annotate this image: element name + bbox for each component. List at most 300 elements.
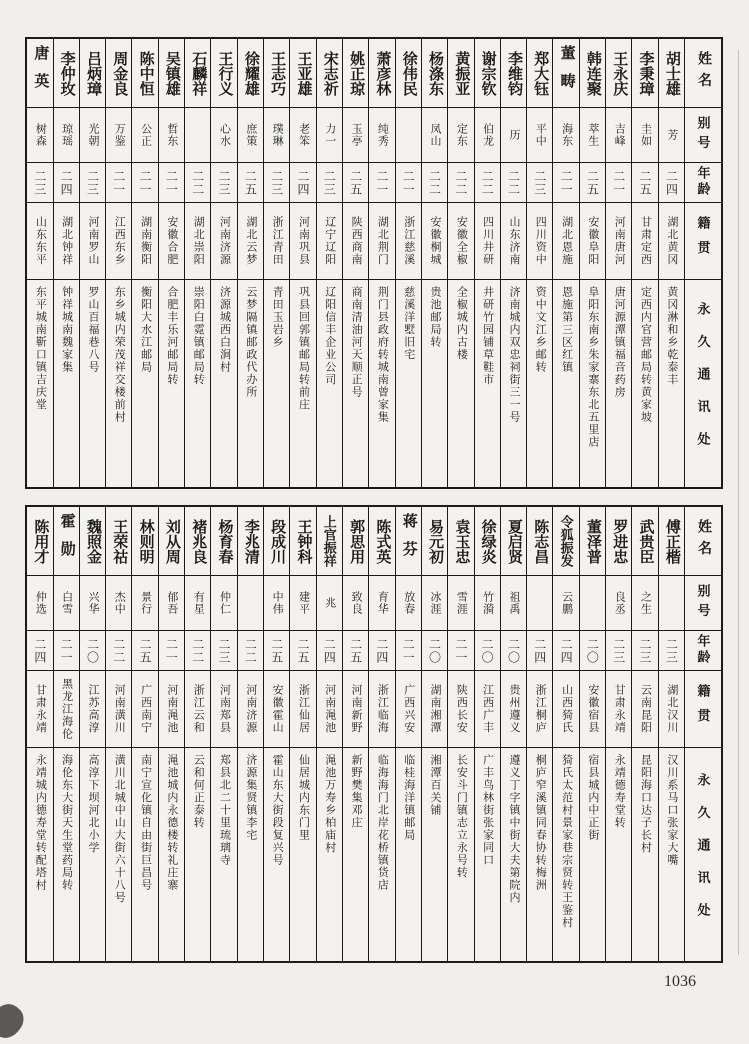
alias-cell: 致良 <box>343 575 368 630</box>
entry-column <box>105 507 131 961</box>
entry-column <box>210 39 236 487</box>
age-cell: 二五 <box>343 162 368 202</box>
address-cell: 济源城西白涧村 <box>211 279 236 487</box>
entry-column <box>131 507 157 961</box>
address-cell: 钟祥城南魏家集 <box>54 279 79 487</box>
alias-cell: 云鹏 <box>553 575 578 630</box>
address-cell: 东乡城内荣茂祥交楼前村 <box>106 279 131 487</box>
address-cell: 阜阳东南乡朱家寨东北五里店 <box>580 279 605 487</box>
origin-cell: 山东东平 <box>27 202 52 279</box>
alias-cell: 海东 <box>553 107 578 162</box>
age-cell: 二五 <box>290 630 315 670</box>
header-age: 年龄 <box>685 162 721 202</box>
alias-cell: 万鉴 <box>106 107 131 162</box>
entry-column <box>579 507 605 961</box>
address-cell: 宿县城内中正街 <box>580 747 605 961</box>
name-cell: 褚兆良 <box>190 518 207 564</box>
address-cell: 郑县北二十里琉璃寺 <box>211 747 236 961</box>
address-cell: 商南清油河天顺正号 <box>343 279 368 487</box>
entry-column <box>79 507 105 961</box>
alias-cell: 中伟 <box>264 575 289 630</box>
entry-column <box>342 507 368 961</box>
name-cell: 王永庆 <box>611 50 628 96</box>
origin-cell: 河南渑池 <box>159 670 184 747</box>
age-cell: 二五 <box>132 630 157 670</box>
origin-cell: 河南唐河 <box>606 202 631 279</box>
origin-cell: 河南济源 <box>238 670 263 747</box>
address-cell: 崇阳白霓镇邮局转 <box>185 279 210 487</box>
alias-cell: 萃生 <box>580 107 605 162</box>
name-cell: 李维钧 <box>505 50 522 96</box>
directory-table-top <box>25 37 723 489</box>
name-cell: 萧彦林 <box>374 50 391 96</box>
origin-cell: 浙江临海 <box>369 670 394 747</box>
entry-column <box>158 507 184 961</box>
address-cell: 高淳下坝河北小学 <box>80 747 105 961</box>
alias-cell: 祖禹 <box>501 575 526 630</box>
age-cell: 二五 <box>343 630 368 670</box>
address-cell: 合肥丰乐河邮局转 <box>159 279 184 487</box>
entry-column <box>474 507 500 961</box>
age-cell: 二一 <box>54 630 79 670</box>
origin-cell: 河南郑县 <box>211 670 236 747</box>
name-cell: 罗进忠 <box>611 518 628 564</box>
origin-cell: 山西猗氏 <box>553 670 578 747</box>
name-cell: 石麟祥 <box>190 50 207 96</box>
directory-table-bottom <box>25 505 723 963</box>
entry-column <box>447 39 473 487</box>
age-cell: 二一 <box>369 162 394 202</box>
name-cell: 王亚雄 <box>295 50 312 96</box>
name-cell: 武贵臣 <box>637 518 654 564</box>
origin-cell: 浙江仙居 <box>290 670 315 747</box>
address-cell: 渑池城内永德楼转礼庄寨 <box>159 747 184 961</box>
name-cell: 周金良 <box>111 50 128 96</box>
header-address: 永久通讯处 <box>685 747 721 961</box>
address-cell: 潢川北城中山大街六十八号 <box>106 747 131 961</box>
entry-column <box>79 39 105 487</box>
alias-cell <box>238 575 263 630</box>
alias-cell: 之生 <box>632 575 657 630</box>
alias-cell <box>580 575 605 630</box>
entry-column <box>105 39 131 487</box>
header-alias: 别号 <box>685 575 721 630</box>
name-cell: 陈志昌 <box>532 518 549 564</box>
alias-cell: 仲仁 <box>211 575 236 630</box>
alias-cell: 璞琳 <box>264 107 289 162</box>
origin-cell: 甘肃永靖 <box>27 670 52 747</box>
entry-column <box>395 507 421 961</box>
address-cell: 慈溪洋墅旧宅 <box>396 279 421 487</box>
origin-cell: 山东济南 <box>501 202 526 279</box>
age-cell: 二二 <box>185 630 210 670</box>
name-cell: 韩连聚 <box>584 50 601 96</box>
name-cell: 徐绿炎 <box>479 518 496 564</box>
alias-cell: 有星 <box>185 575 210 630</box>
address-cell: 济南城内双忠祠街三一号 <box>501 279 526 487</box>
origin-cell: 安徽霍山 <box>264 670 289 747</box>
age-cell: 二四 <box>553 630 578 670</box>
header-alias: 别号 <box>685 107 721 162</box>
alias-cell: 白雪 <box>54 575 79 630</box>
name-cell: 谢宗钦 <box>479 50 496 96</box>
age-cell: 二三 <box>27 162 52 202</box>
name-cell: 杨涤东 <box>427 50 444 96</box>
origin-cell: 湖南衡阳 <box>132 202 157 279</box>
header-age: 年龄 <box>685 630 721 670</box>
header-address: 永久通讯处 <box>685 279 721 487</box>
origin-cell: 江西广丰 <box>475 670 500 747</box>
origin-cell: 黑龙江海伦 <box>54 670 79 747</box>
entry-column <box>53 39 79 487</box>
header-name: 姓名 <box>696 51 711 95</box>
origin-cell: 湖北荆门 <box>369 202 394 279</box>
address-cell: 南宁宣化镇自由街巨昌号 <box>132 747 157 961</box>
entry-column <box>605 507 631 961</box>
name-cell: 黄振亚 <box>453 50 470 96</box>
entry-column <box>263 507 289 961</box>
origin-cell: 湖北崇阳 <box>185 202 210 279</box>
address-cell: 汉川系马口张家大嘴 <box>659 747 684 961</box>
address-cell: 桐庐窄溪镇同春协转梅洲 <box>527 747 552 961</box>
name-cell: 王荣祜 <box>111 518 128 564</box>
address-cell: 渑池万寿乡柏庙村 <box>317 747 342 961</box>
origin-cell: 湖北汉川 <box>659 670 684 747</box>
header-origin: 籍贯 <box>685 670 721 747</box>
entry-column <box>27 507 52 961</box>
address-cell: 仙居城内东门里 <box>290 747 315 961</box>
alias-cell: 伯龙 <box>475 107 500 162</box>
age-cell: 二一 <box>396 630 421 670</box>
alias-cell <box>396 107 421 162</box>
origin-cell: 云南昆阳 <box>632 670 657 747</box>
age-cell: 二〇 <box>475 630 500 670</box>
age-cell: 二三 <box>527 162 552 202</box>
name-cell: 徐伟民 <box>400 50 417 96</box>
entry-column <box>368 39 394 487</box>
origin-cell: 河南巩县 <box>290 202 315 279</box>
name-cell: 李仲玫 <box>58 50 75 96</box>
entry-column <box>342 39 368 487</box>
scan-edge-artifact <box>738 50 739 955</box>
origin-cell: 广西兴安 <box>396 670 421 747</box>
address-cell: 荆门县政府转城南曾家集 <box>369 279 394 487</box>
alias-cell: 定东 <box>448 107 473 162</box>
address-cell: 贵池邮局转 <box>422 279 447 487</box>
address-cell: 唐河源潭镇福音药房 <box>606 279 631 487</box>
address-cell: 资中文江乡邮转 <box>527 279 552 487</box>
name-cell: 傅正楷 <box>663 518 680 564</box>
alias-cell: 力一 <box>317 107 342 162</box>
age-cell: 二一 <box>606 162 631 202</box>
entry-column <box>474 39 500 487</box>
origin-cell: 陕西长安 <box>448 670 473 747</box>
alias-cell: 圭如 <box>632 107 657 162</box>
entry-column <box>316 39 342 487</box>
age-cell: 二四 <box>54 162 79 202</box>
name-cell: 段成川 <box>269 518 286 564</box>
scan-corner-smudge <box>0 998 29 1043</box>
age-cell: 二四 <box>659 162 684 202</box>
address-cell: 霍山东大街段复兴号 <box>264 747 289 961</box>
age-cell: 二一 <box>106 162 131 202</box>
entry-column <box>158 39 184 487</box>
alias-cell: 冰涯 <box>422 575 447 630</box>
name-cell: 上官振祥 <box>321 515 337 567</box>
age-cell: 二一 <box>159 630 184 670</box>
name-cell: 陈式英 <box>374 518 391 564</box>
name-cell: 王行义 <box>216 50 233 96</box>
address-cell: 广丰鸟林街张家同口 <box>475 747 500 961</box>
age-cell: 二二 <box>238 630 263 670</box>
entry-column <box>552 507 578 961</box>
address-cell: 昆阳海口达子长村 <box>632 747 657 961</box>
address-cell: 海伦东大街天生堂药局转 <box>54 747 79 961</box>
entry-column <box>526 507 552 961</box>
alias-cell: 兴华 <box>80 575 105 630</box>
age-cell: 二二 <box>501 162 526 202</box>
address-cell: 罗山百福巷八号 <box>80 279 105 487</box>
age-cell: 二三 <box>659 630 684 670</box>
name-cell: 李兆清 <box>242 518 259 564</box>
origin-cell: 湖北黄冈 <box>659 202 684 279</box>
entry-column <box>316 507 342 961</box>
age-cell: 二二 <box>422 162 447 202</box>
age-cell: 二三 <box>211 162 236 202</box>
name-cell: 陈用才 <box>32 518 49 564</box>
entry-column <box>184 507 210 961</box>
name-cell: 胡士雄 <box>663 50 680 96</box>
name-cell: 夏启贤 <box>505 518 522 564</box>
entry-column <box>131 39 157 487</box>
age-cell: 二四 <box>317 630 342 670</box>
entry-column <box>395 39 421 487</box>
name-cell: 刘从周 <box>163 518 180 564</box>
name-cell: 李秉璋 <box>637 50 654 96</box>
name-cell: 董畴 <box>558 45 575 101</box>
origin-cell: 湖北恩施 <box>553 202 578 279</box>
entry-column <box>289 39 315 487</box>
address-cell: 定西内官营邮局转黄家坡 <box>632 279 657 487</box>
alias-cell: 芳 <box>659 107 684 162</box>
origin-cell: 甘肃永靖 <box>606 670 631 747</box>
alias-cell: 仲选 <box>27 575 52 630</box>
entry-column <box>210 507 236 961</box>
entry-column <box>27 39 52 487</box>
age-cell: 二四 <box>27 630 52 670</box>
alias-cell: 心水 <box>211 107 236 162</box>
address-cell: 永靖城内德寿堂转配塔村 <box>27 747 52 961</box>
alias-cell: 玉亭 <box>343 107 368 162</box>
entry-column <box>263 39 289 487</box>
alias-cell: 老笨 <box>290 107 315 162</box>
address-cell: 临海海门北岸花桥镇货店 <box>369 747 394 961</box>
origin-cell: 湖北钟祥 <box>54 202 79 279</box>
entry-column <box>658 39 684 487</box>
address-cell: 云和何正泰转 <box>185 747 210 961</box>
address-cell: 青田玉岩乡 <box>264 279 289 487</box>
age-cell: 二五 <box>580 162 605 202</box>
name-cell: 陈中恒 <box>137 50 154 96</box>
origin-cell: 甘肃定西 <box>632 202 657 279</box>
alias-cell: 公正 <box>132 107 157 162</box>
page-number: 1036 <box>664 973 696 990</box>
age-cell: 二三 <box>632 630 657 670</box>
age-cell: 二〇 <box>580 630 605 670</box>
age-cell: 二三 <box>80 162 105 202</box>
origin-cell: 贵州遵义 <box>501 670 526 747</box>
age-cell: 二一 <box>132 162 157 202</box>
origin-cell: 河南罗山 <box>80 202 105 279</box>
alias-cell: 吉峰 <box>606 107 631 162</box>
entry-column <box>631 39 657 487</box>
origin-cell: 河南渑池 <box>317 670 342 747</box>
address-cell: 恩施第三区红镇 <box>553 279 578 487</box>
entry-column <box>552 39 578 487</box>
age-cell: 二三 <box>317 162 342 202</box>
name-cell: 唐英 <box>32 45 49 101</box>
entry-column <box>237 507 263 961</box>
age-cell: 二〇 <box>80 630 105 670</box>
entry-column <box>368 507 394 961</box>
name-cell: 宋志祈 <box>321 50 338 96</box>
origin-cell: 浙江桐庐 <box>527 670 552 747</box>
alias-cell: 树森 <box>27 107 52 162</box>
entry-column <box>184 39 210 487</box>
entry-column <box>500 507 526 961</box>
alias-cell: 郁吾 <box>159 575 184 630</box>
alias-cell: 良丞 <box>606 575 631 630</box>
age-cell: 二一 <box>396 162 421 202</box>
origin-cell: 四川资中 <box>527 202 552 279</box>
name-cell: 徐耀雄 <box>242 50 259 96</box>
entry-column <box>500 39 526 487</box>
alias-cell: 平中 <box>527 107 552 162</box>
origin-cell: 辽宁辽阳 <box>317 202 342 279</box>
origin-cell: 江西东乡 <box>106 202 131 279</box>
address-cell: 遵义丁字镇中街大夫第院内 <box>501 747 526 961</box>
age-cell: 二二 <box>475 162 500 202</box>
address-cell: 新野樊集邓庄 <box>343 747 368 961</box>
alias-cell: 雪涯 <box>448 575 473 630</box>
alias-cell: 哲东 <box>159 107 184 162</box>
row-header-column <box>684 507 721 961</box>
age-cell: 二一 <box>159 162 184 202</box>
name-cell: 霍勋 <box>58 513 75 569</box>
age-cell: 二四 <box>290 162 315 202</box>
origin-cell: 浙江青田 <box>264 202 289 279</box>
age-cell: 二一 <box>553 162 578 202</box>
age-cell: 二三 <box>264 162 289 202</box>
address-cell: 黄冈淋和乡乾泰丰 <box>659 279 684 487</box>
alias-cell <box>185 107 210 162</box>
origin-cell: 江苏高淳 <box>80 670 105 747</box>
address-cell: 湘潭百关铺 <box>422 747 447 961</box>
name-cell: 杨育春 <box>216 518 233 564</box>
name-cell: 董泽普 <box>584 518 601 564</box>
alias-cell: 历 <box>501 107 526 162</box>
age-cell: 二四 <box>369 630 394 670</box>
age-cell: 二五 <box>264 630 289 670</box>
name-cell: 易元初 <box>427 518 444 564</box>
origin-cell: 河南新野 <box>343 670 368 747</box>
alias-cell: 杰中 <box>106 575 131 630</box>
address-cell: 临桂海洋镇邮局 <box>396 747 421 961</box>
origin-cell: 浙江慈溪 <box>396 202 421 279</box>
address-cell: 永靖德寿堂转 <box>606 747 631 961</box>
origin-cell: 陕西商南 <box>343 202 368 279</box>
alias-cell: 琼瑶 <box>54 107 79 162</box>
name-cell: 魏照金 <box>84 518 101 564</box>
age-cell: 二三 <box>211 630 236 670</box>
name-cell: 吕炳璋 <box>84 50 101 96</box>
alias-cell: 纯秀 <box>369 107 394 162</box>
name-cell: 郑大钰 <box>532 50 549 96</box>
alias-cell: 建平 <box>290 575 315 630</box>
alias-cell: 放春 <box>396 575 421 630</box>
address-cell: 井研竹园铺草鞋市 <box>475 279 500 487</box>
alias-cell: 育华 <box>369 575 394 630</box>
entry-column <box>447 507 473 961</box>
alias-cell: 兆 <box>317 575 342 630</box>
alias-cell: 景行 <box>132 575 157 630</box>
name-cell: 王志巧 <box>269 50 286 96</box>
age-cell: 二五 <box>632 162 657 202</box>
entry-column <box>53 507 79 961</box>
address-cell: 辽阳信丰企业公司 <box>317 279 342 487</box>
row-header-column <box>684 39 721 487</box>
alias-cell: 竹漪 <box>475 575 500 630</box>
origin-cell: 河南潢川 <box>106 670 131 747</box>
alias-cell <box>527 575 552 630</box>
origin-cell: 安徽宿县 <box>580 670 605 747</box>
origin-cell: 湖南湘潭 <box>422 670 447 747</box>
entry-column <box>289 507 315 961</box>
origin-cell: 安徽合肥 <box>159 202 184 279</box>
header-origin: 籍贯 <box>685 202 721 279</box>
alias-cell <box>659 575 684 630</box>
name-cell: 王钟科 <box>295 518 312 564</box>
origin-cell: 浙江云和 <box>185 670 210 747</box>
address-cell: 长安斗门镇志立永号转 <box>448 747 473 961</box>
entry-column <box>421 507 447 961</box>
age-cell: 二三 <box>606 630 631 670</box>
age-cell: 二二 <box>448 162 473 202</box>
age-cell: 二〇 <box>422 630 447 670</box>
alias-cell: 凤山 <box>422 107 447 162</box>
age-cell: 二五 <box>238 162 263 202</box>
entry-column <box>526 39 552 487</box>
age-cell: 二一 <box>448 630 473 670</box>
age-cell: 二四 <box>527 630 552 670</box>
alias-cell: 庶策 <box>238 107 263 162</box>
name-cell: 令狐振发 <box>558 515 574 567</box>
address-cell: 衡阳大水江邮局 <box>132 279 157 487</box>
entry-column <box>605 39 631 487</box>
name-cell: 郭思用 <box>348 518 365 564</box>
entry-column <box>658 507 684 961</box>
age-cell: 二二 <box>185 162 210 202</box>
origin-cell: 河南济源 <box>211 202 236 279</box>
entry-column <box>579 39 605 487</box>
age-cell: 二二 <box>106 630 131 670</box>
entry-column <box>237 39 263 487</box>
name-cell: 林则明 <box>137 518 154 564</box>
origin-cell: 广西南宁 <box>132 670 157 747</box>
address-cell: 济源集贤镇李宅 <box>238 747 263 961</box>
name-cell: 蒋芬 <box>400 513 417 569</box>
address-cell: 云梦隔镇邮政代办所 <box>238 279 263 487</box>
